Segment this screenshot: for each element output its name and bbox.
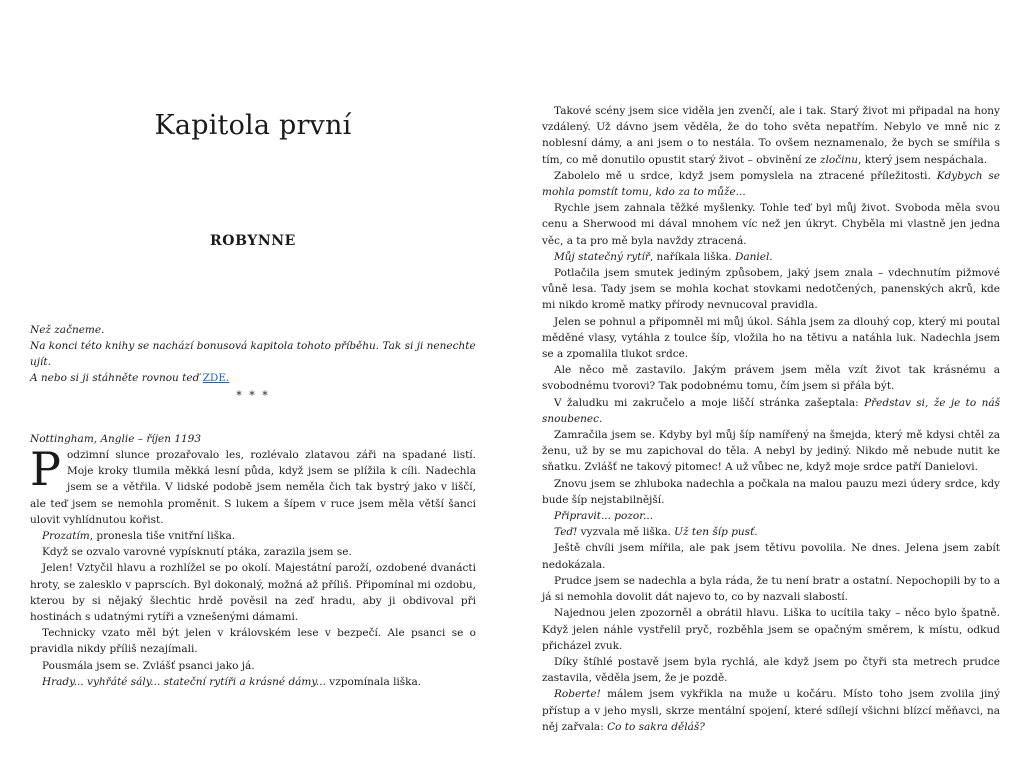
- text-run: Rychle jsem zahnala těžké myšlenky. Tohle teď byl můj život. Svoboda měla svou cenu a Sherwood mi dával mnohem víc než jen úkryt. Chyběla mi vlastně jen jedna věc, a ta pro mě byla navždy ztracená.: [542, 202, 1000, 247]
- text-run: Znovu jsem se zhluboka nadechla a počkala na malou pauzu mezi údery srdce, kdy bude šíp nejstabilnější.: [542, 477, 1000, 506]
- text-run: vyzvala mě liška.: [577, 526, 675, 539]
- paragraph: [542, 314, 1000, 363]
- paragraph: [542, 362, 1000, 394]
- scene-separator: * * *: [236, 389, 270, 402]
- paragraph: [542, 508, 1000, 524]
- paragraph: [30, 544, 476, 560]
- paragraph: [542, 168, 1000, 200]
- text-run: Jelen! Vztyčil hlavu a rozhlížel se po okolí. Majestátní paroží, ozdobené dvanácti hroty, se zalesklo v paprscích. Byl dokonalý, možná až příliš. Připomínal mi ozdobu, kterou by si nějaký šlechtic hrdě pověsil na zeď hradu, aby ji obdivoval při hostinách s udatnými rytíři a vznešenými dámami.: [30, 562, 476, 624]
- paragraph: [542, 476, 1000, 508]
- drop-cap: P: [30, 442, 61, 496]
- paragraph: [542, 686, 1000, 735]
- text-run: Technicky vzato měl být jelen v královském lese v bezpečí. Ale psanci se o pravidla nikdy příliš nezajímali.: [30, 627, 476, 656]
- text-run: Ještě chvíli jsem mířila, ale pak jsem tětivu povolila. Ne dnes. Jelena jsem zabít nedokázala.: [542, 542, 1000, 571]
- right-page-body: [542, 103, 1000, 735]
- paragraph: [30, 674, 476, 690]
- italic-text: Daniel.: [734, 250, 773, 263]
- italic-text: Co to sakra děláš?: [607, 720, 705, 733]
- italic-text: Připravit... pozor...: [554, 510, 654, 523]
- italic-text: Teď!: [554, 526, 578, 539]
- italic-text: Můj statečný rytíř: [554, 250, 650, 263]
- paragraph: [542, 249, 1000, 265]
- paragraph: [30, 658, 476, 674]
- italic-text: Kdybych se mohla pomstít tomu, kdo za to může...: [542, 169, 1001, 199]
- italic-text: Prozatím: [42, 530, 90, 543]
- italic-text: Už ten šíp pusť.: [674, 526, 758, 539]
- paragraph: [542, 540, 1000, 572]
- text-run: Když se ozvalo varovné vypísknutí ptáka, zarazila jsem se.: [42, 546, 352, 559]
- paragraph: [30, 625, 476, 657]
- text-run: Zamračila jsem se. Kdyby byl můj šíp namířený na šmejda, který mě kdysi chtěl za ženu, už by se mu zapichoval do těla. A nebyl by jediný. Nikdo mě nebude nutit ke sňatku. Zvlášť ne takový pitomec! A už vůbec ne, když moje srdce patří Danielovi.: [542, 429, 1000, 474]
- text-run: odzimní slunce prozařovalo les, rozlévalo zlatavou záři na spadané listí. Moje kroky tlumila měkká lesní půda, když jsem se plížila k cíli. Nadechla jsem se a větřila. V lidské podobě jsem neměla čich tak bystrý jako v liščí, ale teď jsem se nemohla proměnit. S lukem a šípem v ruce jsem měla větší šanci ulovit vyhlídnutou kořist.: [30, 449, 476, 526]
- pov-heading: ROBYNNE: [210, 233, 296, 249]
- note-line-3: [30, 370, 476, 386]
- left-page: [30, 0, 476, 768]
- paragraph: [30, 442, 476, 528]
- right-page: [542, 0, 1000, 768]
- text-run: Potlačila jsem smutek jediným způsobem, jaký jsem znala – vdechnutím pižmové vůně lesa. Tady jsem se mohla kochat stovkami nedotčených, panenských akrů, kde mi nikdo kromě matky přírody nevnucoval pravidla.: [542, 267, 1000, 312]
- paragraph: [542, 103, 1000, 168]
- text-run: Takové scény jsem sice viděla jen zvenčí, ale i tak. Starý život mi připadal na hony vzdálený. Už dávno jsem věděla, že do toho světa nepatřím. Nebylo ve mně nic z noblesní dámy, a ani jsem o to nestála. To ovšem neznamenalo, že bych se smířila s tím, co mě donutilo opustit starý život – obvinění ze: [542, 105, 1000, 166]
- paragraph: [30, 560, 476, 625]
- text-run: Najednou jelen zpozorněl a obrátil hlavu. Liška to ucítila taky – něco bylo špatně. Když jelen náhle vystřelil pryč, rozběhla jsem se opačným směrem, k místu, odkud přicházel zvuk.: [542, 607, 1000, 652]
- text-run: Jelen se pohnul a připomněl mi můj úkol. Sáhla jsem za dlouhý cop, který mi poutal měděné vlasy, vytáhla z toulce šíp, vložila ho na tětivu a natáhla luk. Nadechla jsem se a zpomalila tlukot srdce.: [542, 315, 1000, 361]
- text-run: V žaludku mi zakručelo a moje liščí stránka zašeptala:: [554, 396, 865, 409]
- text-run: málem jsem vykřikla na muže u kočáru. Místo toho jsem zvolila jiný přístup a v jeho mysli, skrze mentální spojení, které sdílejí všichni blízcí měňavci, na něj zařvala:: [542, 688, 1000, 733]
- text-run: Díky štíhlé postavě jsem byla rychlá, ale když jsem po čtyři sta metrech prudce zastavila, věděla jsem, že je pozdě.: [542, 655, 1000, 685]
- text-run: Pousmála jsem se. Zvlášť psanci jako já.: [42, 659, 255, 672]
- author-note: [30, 322, 476, 386]
- paragraph: [542, 265, 1000, 314]
- note-line-2: Na konci této knihy se nachází bonusová kapitola tohoto příběhu. Tak si ji nenechte ujít.: [30, 340, 476, 368]
- text-run: Zabolelo mě u srdce, když jsem pomyslela na ztracené příležitosti.: [554, 169, 937, 182]
- dateline: Nottingham, Anglie – říjen 1193: [30, 433, 202, 445]
- paragraph: [542, 654, 1000, 686]
- chapter-title: Kapitola první: [154, 110, 352, 141]
- paragraph: [542, 524, 1000, 540]
- paragraph: [542, 395, 1000, 427]
- bonus-download-link[interactable]: ZDE.: [202, 372, 230, 384]
- text-run: Ale něco mě zastavilo. Jakým právem jsem měla vzít život tak krásnému a svobodnému tvorovi? Tak podobnému tomu, čím jsem si přála být.: [542, 364, 1000, 393]
- paragraph: [542, 427, 1000, 476]
- italic-text: zločinu: [820, 153, 859, 166]
- text-run: Prudce jsem se nadechla a byla ráda, že tu není bratr a ostatní. Nepochopili by to a já si nemohla dovolit dát najevo to, co by nazvali slabostí.: [542, 574, 1000, 604]
- note-line-1: Než začneme.: [30, 324, 105, 336]
- text-run: , pronesla tiše vnitřní liška.: [89, 530, 236, 543]
- paragraph: [30, 528, 476, 544]
- text-run: , naříkala liška.: [649, 250, 735, 263]
- text-run: vzpomínala liška.: [325, 675, 422, 688]
- note-line-3-text: A nebo si ji stáhněte rovnou teď: [30, 372, 203, 384]
- paragraph: [542, 200, 1000, 249]
- text-run: , který jsem nespáchala.: [858, 153, 988, 166]
- left-page-body: [30, 442, 476, 690]
- italic-text: Představ si, že je to náš snoubenec.: [542, 396, 1000, 425]
- italic-text: Hrady... vyhřáté sály... stateční rytíři a krásné dámy...: [42, 675, 326, 688]
- italic-text: Roberte!: [554, 688, 601, 701]
- paragraph: [542, 573, 1000, 605]
- paragraph: [542, 605, 1000, 654]
